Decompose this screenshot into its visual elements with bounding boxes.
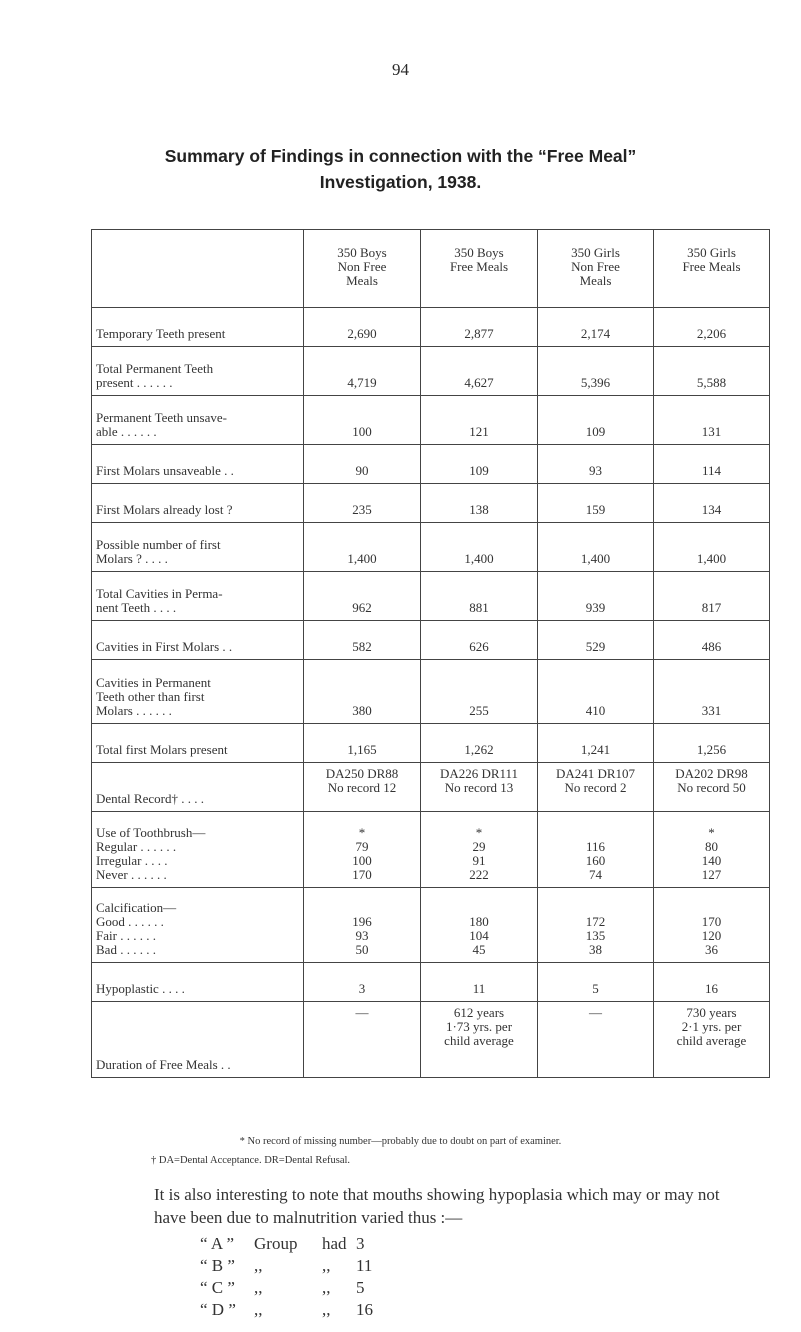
table-cell bbox=[654, 724, 770, 763]
cell-line: Regular . . . . . . bbox=[96, 839, 177, 854]
cell-line: First Molars unsaveable . . bbox=[96, 463, 234, 478]
table-cell bbox=[654, 763, 770, 812]
cell-line: 486 bbox=[701, 639, 722, 654]
table-cell bbox=[654, 621, 770, 660]
table-cell bbox=[538, 1002, 654, 1078]
cell-line: 91 bbox=[472, 853, 486, 868]
table-cell bbox=[421, 963, 538, 1002]
table-row bbox=[92, 763, 770, 812]
cell-line: DA241 DR107 bbox=[555, 766, 636, 781]
cell-line: Free Meals bbox=[449, 259, 509, 274]
table-cell bbox=[421, 763, 538, 812]
cell-line bbox=[654, 901, 769, 915]
table-cell bbox=[421, 523, 538, 572]
group-word1: ,, bbox=[254, 1300, 263, 1319]
cell-line: 222 bbox=[469, 867, 489, 882]
cell-line: 1,262 bbox=[464, 742, 494, 757]
cell-line: Temporary Teeth present bbox=[96, 326, 226, 341]
cell-line: No record 50 bbox=[677, 780, 746, 795]
table-row bbox=[92, 1002, 770, 1078]
table-cell bbox=[538, 484, 654, 523]
cell-line: 626 bbox=[469, 639, 489, 654]
group-row bbox=[200, 1255, 373, 1277]
cell-line: No record 13 bbox=[444, 780, 514, 795]
cell-line: 331 bbox=[701, 703, 722, 718]
header-cell bbox=[538, 230, 654, 308]
table-cell bbox=[654, 484, 770, 523]
cell-line: 1,400 bbox=[580, 551, 611, 566]
cell-line: 93 bbox=[589, 463, 602, 478]
cell-line: 939 bbox=[585, 600, 606, 615]
cell-line: 817 bbox=[701, 600, 722, 615]
row-label bbox=[92, 888, 304, 963]
table-cell bbox=[538, 308, 654, 347]
table-cell bbox=[654, 396, 770, 445]
table-cell bbox=[654, 308, 770, 347]
cell-line: Hypoplastic . . . . bbox=[96, 981, 185, 996]
table-cell bbox=[304, 1002, 421, 1078]
cell-line: nent Teeth . . . . bbox=[96, 600, 177, 615]
cell-line: 138 bbox=[469, 502, 489, 517]
cell-line: Cavities in First Molars . . bbox=[96, 639, 233, 654]
cell-line: 16 bbox=[705, 981, 718, 996]
cell-line: 127 bbox=[701, 867, 722, 882]
row-label bbox=[92, 308, 304, 347]
cell-line: — bbox=[355, 1005, 369, 1020]
cell-line: 116 bbox=[585, 839, 606, 854]
row-label bbox=[92, 396, 304, 445]
cell-line: 196 bbox=[352, 914, 372, 929]
cell-line: 410 bbox=[585, 703, 606, 718]
page-title bbox=[0, 143, 801, 195]
table-row bbox=[92, 660, 770, 724]
cell-line: 134 bbox=[701, 502, 722, 517]
cell-line: 79 bbox=[355, 839, 369, 854]
cell-line bbox=[538, 826, 653, 840]
table-body bbox=[92, 308, 770, 1078]
group-row bbox=[200, 1299, 373, 1321]
cell-line: Good . . . . . . bbox=[96, 914, 164, 929]
cell-line: child average bbox=[444, 1033, 514, 1048]
cell-line: 350 Girls bbox=[571, 245, 620, 260]
group-word2: ,, bbox=[322, 1278, 331, 1297]
footnote-asterisk: * No record of missing number—probably due to doubt on part of examiner. bbox=[239, 1136, 562, 1147]
cell-line: * bbox=[475, 825, 483, 840]
cell-line: 170 bbox=[352, 867, 372, 882]
cell-line: 350 Girls bbox=[687, 245, 736, 260]
table-row bbox=[92, 308, 770, 347]
cell-line: Never . . . . . . bbox=[96, 867, 167, 882]
cell-line: 5 bbox=[592, 981, 599, 996]
cell-line: 1·73 yrs. per bbox=[445, 1019, 513, 1034]
cell-line: child average bbox=[676, 1033, 747, 1048]
cell-line: 104 bbox=[469, 928, 489, 943]
cell-line: 1,241 bbox=[580, 742, 611, 757]
cell-line: Irregular . . . . bbox=[96, 853, 168, 868]
table-row bbox=[92, 523, 770, 572]
table-cell bbox=[304, 963, 421, 1002]
title-line-2: Investigation, 1938. bbox=[319, 172, 482, 192]
group-value: 11 bbox=[356, 1256, 373, 1275]
cell-line: Molars . . . . . . bbox=[96, 703, 172, 718]
cell-line: Non Free bbox=[337, 259, 387, 274]
cell-line: 1,400 bbox=[696, 551, 727, 566]
header-cell bbox=[304, 230, 421, 308]
cell-line: 29 bbox=[472, 839, 486, 854]
cell-line: 172 bbox=[585, 914, 606, 929]
cell-line: Duration of Free Meals . . bbox=[96, 1057, 231, 1072]
cell-line: Molars ? . . . . bbox=[96, 551, 168, 566]
findings-table bbox=[91, 229, 770, 1078]
row-label bbox=[92, 763, 304, 812]
cell-line: Possible number of first bbox=[96, 537, 221, 552]
group-word2: ,, bbox=[322, 1300, 331, 1319]
table-cell bbox=[538, 523, 654, 572]
cell-line: 131 bbox=[701, 424, 722, 439]
cell-line: 93 bbox=[355, 928, 369, 943]
cell-line: * bbox=[708, 825, 715, 840]
table-cell bbox=[421, 396, 538, 445]
table-row bbox=[92, 347, 770, 396]
cell-line: 50 bbox=[355, 942, 369, 957]
cell-line: 1,165 bbox=[347, 742, 377, 757]
cell-line: 255 bbox=[469, 703, 489, 718]
cell-line: 582 bbox=[352, 639, 372, 654]
table-cell bbox=[421, 347, 538, 396]
cell-line: 135 bbox=[585, 928, 606, 943]
table-row bbox=[92, 396, 770, 445]
table-cell bbox=[654, 888, 770, 963]
table-cell bbox=[538, 724, 654, 763]
row-label bbox=[92, 963, 304, 1002]
cell-line: 114 bbox=[701, 463, 722, 478]
cell-line: Calcification— bbox=[96, 900, 177, 915]
cell-line: 100 bbox=[352, 853, 372, 868]
cell-line: 2,690 bbox=[347, 326, 377, 341]
table-cell bbox=[304, 396, 421, 445]
row-label bbox=[92, 812, 304, 888]
cell-line: able . . . . . . bbox=[96, 424, 157, 439]
cell-line: 5,396 bbox=[580, 375, 611, 390]
table-cell bbox=[538, 347, 654, 396]
group-label: “ C ” bbox=[200, 1278, 235, 1297]
cell-line: First Molars already lost ? bbox=[96, 502, 233, 517]
table-cell bbox=[538, 445, 654, 484]
header-cell bbox=[654, 230, 770, 308]
row-label bbox=[92, 621, 304, 660]
group-row bbox=[200, 1233, 373, 1255]
table-cell bbox=[304, 347, 421, 396]
cell-line: Meals bbox=[579, 273, 612, 288]
cell-line: 36 bbox=[705, 942, 718, 957]
table-cell bbox=[304, 724, 421, 763]
cell-line: No record 12 bbox=[327, 780, 397, 795]
table-row bbox=[92, 484, 770, 523]
cell-line: * bbox=[358, 825, 366, 840]
table-cell bbox=[304, 523, 421, 572]
cell-line: 1,400 bbox=[464, 551, 494, 566]
table-cell bbox=[421, 484, 538, 523]
cell-line: 160 bbox=[585, 853, 606, 868]
cell-line: Total Permanent Teeth bbox=[96, 361, 214, 376]
table-cell bbox=[654, 660, 770, 724]
table-cell bbox=[421, 888, 538, 963]
table-cell bbox=[538, 888, 654, 963]
cell-line: — bbox=[589, 1005, 602, 1020]
cell-line: 109 bbox=[585, 424, 606, 439]
cell-line: 612 years bbox=[453, 1005, 505, 1020]
cell-line: 38 bbox=[589, 942, 602, 957]
table-cell bbox=[538, 763, 654, 812]
table-cell bbox=[654, 812, 770, 888]
cell-line: DA202 DR98 bbox=[675, 766, 748, 781]
cell-line: 11 bbox=[472, 981, 486, 996]
cell-line: 2,206 bbox=[696, 326, 727, 341]
table-cell bbox=[304, 308, 421, 347]
table-cell bbox=[538, 812, 654, 888]
row-label bbox=[92, 660, 304, 724]
cell-line: 1,256 bbox=[696, 742, 727, 757]
table-cell bbox=[421, 445, 538, 484]
group-word1: ,, bbox=[254, 1278, 263, 1297]
table-cell bbox=[421, 812, 538, 888]
cell-line: Permanent Teeth unsave- bbox=[96, 410, 227, 425]
cell-line: 235 bbox=[352, 502, 372, 517]
cell-line bbox=[304, 901, 420, 915]
cell-line: No record 2 bbox=[564, 780, 627, 795]
group-label: “ A ” bbox=[200, 1234, 234, 1253]
table-row bbox=[92, 445, 770, 484]
cell-line: 180 bbox=[469, 914, 489, 929]
table-cell bbox=[304, 812, 421, 888]
table-cell bbox=[304, 888, 421, 963]
cell-line: Dental Record† . . . . bbox=[96, 791, 204, 806]
header-row bbox=[92, 230, 770, 308]
cell-line: 962 bbox=[352, 600, 372, 615]
cell-line: 380 bbox=[352, 703, 372, 718]
table-cell bbox=[538, 396, 654, 445]
table-cell bbox=[654, 572, 770, 621]
table-cell bbox=[304, 660, 421, 724]
hypoplasia-group-list bbox=[200, 1233, 373, 1321]
row-label bbox=[92, 1002, 304, 1078]
cell-line: 100 bbox=[352, 424, 372, 439]
table-cell bbox=[421, 572, 538, 621]
table-cell bbox=[421, 1002, 538, 1078]
cell-line: 881 bbox=[469, 600, 489, 615]
table-row bbox=[92, 888, 770, 963]
cell-line: Bad . . . . . . bbox=[96, 942, 156, 957]
table-cell bbox=[421, 660, 538, 724]
cell-line: 140 bbox=[701, 853, 722, 868]
cell-line: Meals bbox=[346, 273, 378, 288]
table-cell bbox=[304, 445, 421, 484]
row-label bbox=[92, 523, 304, 572]
cell-line: Total Cavities in Perma- bbox=[96, 586, 223, 601]
table-cell bbox=[538, 572, 654, 621]
table-cell bbox=[538, 621, 654, 660]
cell-line: Fair . . . . . . bbox=[96, 928, 156, 943]
group-word1: Group bbox=[254, 1234, 298, 1253]
table-cell bbox=[654, 1002, 770, 1078]
group-value: 3 bbox=[356, 1234, 365, 1253]
cell-line: 90 bbox=[355, 463, 369, 478]
table-cell bbox=[421, 621, 538, 660]
table-row bbox=[92, 621, 770, 660]
group-label: “ B ” bbox=[200, 1256, 235, 1275]
title-line-1: Summary of Findings in connection with the “Free Meal” bbox=[164, 146, 637, 166]
cell-line: 4,719 bbox=[347, 375, 377, 390]
cell-line: 529 bbox=[585, 639, 606, 654]
table-cell bbox=[421, 308, 538, 347]
body-paragraph: It is also interesting to note that mouths showing hypoplasia which may or may not have been due to malnutrition varied thus :— bbox=[154, 1185, 720, 1227]
cell-line: 121 bbox=[469, 424, 489, 439]
table-cell bbox=[304, 572, 421, 621]
cell-line: DA250 DR88 bbox=[325, 766, 399, 781]
group-value: 16 bbox=[356, 1300, 373, 1319]
cell-line: 4,627 bbox=[464, 375, 494, 390]
cell-line: Non Free bbox=[571, 259, 620, 274]
row-label bbox=[92, 484, 304, 523]
cell-line: 159 bbox=[585, 502, 606, 517]
row-label bbox=[92, 572, 304, 621]
cell-line: 350 Boys bbox=[454, 245, 504, 260]
table-cell bbox=[304, 484, 421, 523]
table-cell bbox=[538, 963, 654, 1002]
cell-line: present . . . . . . bbox=[96, 375, 173, 390]
table-cell bbox=[654, 963, 770, 1002]
group-word1: ,, bbox=[254, 1256, 263, 1275]
cell-line: 730 years bbox=[686, 1005, 737, 1020]
cell-line: 2,877 bbox=[464, 326, 494, 341]
group-value: 5 bbox=[356, 1278, 365, 1297]
cell-line: 109 bbox=[469, 463, 489, 478]
cell-line: Cavities in Permanent bbox=[96, 675, 211, 690]
table-cell bbox=[421, 724, 538, 763]
cell-line: 3 bbox=[358, 981, 366, 996]
table-cell bbox=[654, 523, 770, 572]
cell-line: 120 bbox=[701, 928, 722, 943]
cell-line: 1,400 bbox=[347, 551, 377, 566]
cell-line: 74 bbox=[589, 867, 602, 882]
table-cell bbox=[304, 763, 421, 812]
cell-line: Teeth other than first bbox=[96, 689, 205, 704]
cell-line: Total first Molars present bbox=[96, 742, 228, 757]
table-cell bbox=[654, 347, 770, 396]
cell-line: 2·1 yrs. per bbox=[681, 1019, 742, 1034]
table-cell bbox=[654, 445, 770, 484]
cell-line bbox=[538, 901, 653, 915]
cell-line: 170 bbox=[701, 914, 722, 929]
table-row bbox=[92, 572, 770, 621]
header-cell bbox=[421, 230, 538, 308]
cell-line: 350 Boys bbox=[337, 245, 387, 260]
row-label bbox=[92, 347, 304, 396]
table-cell bbox=[304, 621, 421, 660]
group-label: “ D ” bbox=[200, 1300, 236, 1319]
cell-line: 5,588 bbox=[696, 375, 727, 390]
cell-line: Free Meals bbox=[682, 259, 741, 274]
group-word2: ,, bbox=[322, 1256, 331, 1275]
page-number: 94 bbox=[392, 60, 409, 79]
cell-line: 45 bbox=[472, 942, 486, 957]
cell-line: DA226 DR111 bbox=[439, 766, 519, 781]
cell-line bbox=[421, 901, 537, 915]
footnote-dagger: † DA=Dental Acceptance. DR=Dental Refusal. bbox=[151, 1155, 351, 1166]
table-row bbox=[92, 812, 770, 888]
cell-line: Use of Toothbrush— bbox=[96, 825, 206, 840]
table-row bbox=[92, 724, 770, 763]
table-cell bbox=[538, 660, 654, 724]
group-row bbox=[200, 1277, 373, 1299]
group-word2: had bbox=[322, 1234, 347, 1253]
row-label bbox=[92, 445, 304, 484]
cell-line: 80 bbox=[705, 839, 718, 854]
table-row bbox=[92, 963, 770, 1002]
row-label bbox=[92, 724, 304, 763]
header-blank-cell bbox=[92, 230, 304, 308]
cell-line: 2,174 bbox=[580, 326, 611, 341]
